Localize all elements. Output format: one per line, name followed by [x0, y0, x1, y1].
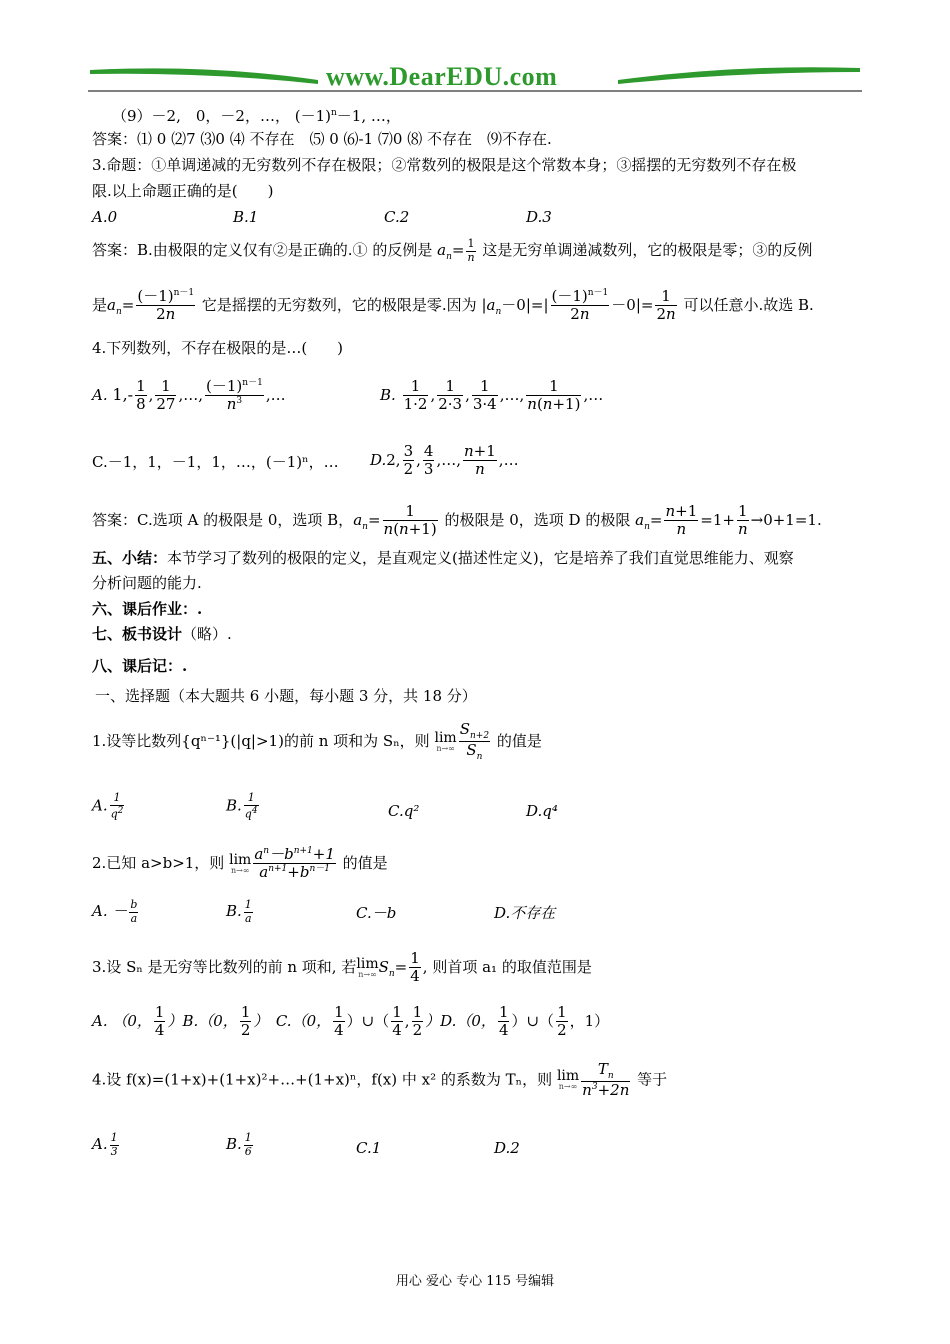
frac-1-4-c2: $\frac{1}{4}$: [392, 1003, 402, 1040]
frac-p2: $\frac{a^n-b^{n+1}+1}{a^{n+1}+b^{n-1}}$: [254, 845, 335, 882]
frac-1-2-d: $\frac{1}{2}$: [557, 1003, 567, 1040]
p3-option-c-union: ）∪（: [346, 1011, 390, 1030]
fraction-neg1-over-2n-b: $\frac{(-1)^{n-1}}{2n}$: [551, 287, 609, 324]
summary-text: 本节学习了数列的极限的定义，是直观定义(描述性定义)，它是培养了我们直觉思维能力、观察: [167, 549, 794, 567]
p3-option-b: ）B.（0，: [167, 1011, 238, 1030]
p4-option-b: B. $\frac{1}{6}$: [226, 1131, 252, 1158]
answer-4-prefix: 答案：C.选项 A 的极限是 0，选项 B，: [92, 510, 354, 529]
frac-1-8: $\frac{1}{8}$: [136, 377, 146, 414]
frac-1-27: $\frac{1}{27}$: [156, 377, 176, 414]
p1-option-d: D.q⁴: [526, 802, 558, 820]
problem-3-tail: , 则首项 a₁ 的取值范围是: [422, 957, 592, 976]
frac-1-4-a: $\frac{1}{4}$: [154, 1003, 165, 1040]
frac-tn: $\frac{T_n}{n^3+2n}$: [582, 1060, 630, 1100]
p3-options: A. （0， $\frac{1}{4}$ ）B.（0， $\frac{1}{2}$ ） C.（0， $\frac{1}{4}$ ）∪（ $\frac{1}{4}$ , $\frac{1}{2}$ ）D.（0， $\frac{1}{4}$ ）∪（ $\frac{1}{2}$ ，1）: [92, 1003, 610, 1040]
answer-3-line2: 是$a_n=$ $\frac{(-1)^{n-1}}{2n}$ 它是摇摆的无穷数列，它的极限是零.因为 $|a_n-0|=|$ $\frac{(-1)^{n-1}}{2n}$ －0|= $\frac{1}{2n}$ 可以任意小.故选 B.: [92, 287, 814, 324]
p1-option-a: A. $\frac{1}{q^2}$: [92, 791, 124, 821]
item-9-text: （9）－2, 0，－2，…，: [112, 107, 290, 125]
problem-3-text: 3.设 Sₙ 是无穷等比数列的前 n 项和, 若: [92, 957, 357, 976]
summary-line1: [92, 548, 794, 568]
header-banner: [88, 60, 862, 96]
fraction-1-over-n: $\frac{1}{n}$: [467, 237, 475, 264]
frac-n1-n: $\frac{n+1}{n}$: [464, 442, 496, 479]
p1-option-b: B. $\frac{1}{q^4}$: [226, 791, 258, 821]
frac-n1-n-ans: $\frac{n+1}{n}$: [665, 502, 698, 539]
q4-option-a: A. 1,- $\frac{1}{8}$ , $\frac{1}{27}$ ,…, $\frac{(-1)^{n-1}}{n^3}$ ,…: [92, 377, 286, 414]
after-class-notes: 八、课后记：.: [92, 657, 188, 675]
problem-1-tail: 的值是: [496, 731, 542, 750]
frac-1-n-ans: $\frac{1}{n}$: [737, 502, 748, 539]
formula-an-2: $a_n=$: [107, 295, 135, 317]
section-choice-heading: 一、选择题（本大题共 6 小题，每小题 3 分，共 18 分）: [95, 687, 477, 705]
answer-4-middle: 的极限是 0，选项 D 的极限: [444, 510, 631, 529]
problem-4-text: 4.设 f(x)=(1+x)+(1+x)²+…+(1+x)ⁿ，f(x) 中 x² 的系数为 Tₙ，则: [92, 1070, 553, 1089]
p2-option-c: C.－b: [356, 904, 397, 922]
frac-1-nn1-ans: $\frac{1}{n(n+1)}$: [383, 502, 437, 539]
answer-3b-suffix: 可以任意小.故选 B.: [683, 295, 814, 314]
formula-an: $a_n=$: [437, 241, 465, 263]
frac-1-12: $\frac{1}{1\cdot 2}$: [403, 377, 428, 414]
frac-b-a: $\frac{b}{a}$: [130, 898, 138, 925]
board-design-tail: （略）.: [182, 625, 232, 643]
answer-3-prefix: 答案：B.由极限的定义仅有②是正确的.① 的反例是: [92, 241, 433, 260]
frac-1-4-c: $\frac{1}{4}$: [334, 1003, 344, 1040]
answer-3-line1: [92, 238, 812, 267]
p4-option-c: C.1: [356, 1139, 382, 1157]
q4-option-d: D.2, $\frac{3}{2}$ , $\frac{4}{3}$ ,…, $\frac{n+1}{n}$ ,…: [370, 442, 519, 479]
problem-2-tail: 的值是: [342, 853, 388, 872]
answer-4-eq: =1+: [700, 510, 735, 529]
q3-option-d: D.3: [526, 208, 552, 226]
problem-1-text: 1.设等比数列{qⁿ⁻¹}(|q|>1)的前 n 项和为 Sₙ，则: [92, 731, 430, 750]
p3-option-d-tail: ，1）: [569, 1011, 610, 1030]
answer-4: 答案：C.选项 A 的极限是 0，选项 B，$a_n=$ $\frac{1}{n(n+1)}$ 的极限是 0，选项 D 的极限 $a_n=$ $\frac{n+1}{n}$ =1+ $\frac{1}{n}$ →0+1=1.: [92, 502, 822, 539]
answer-1: 答案：⑴ 0 ⑵7 ⑶0 ⑷ 不存在 ⑸ 0 ⑹-1 ⑺0 ⑻ 不存在 ⑼不存在.: [92, 130, 552, 148]
p4-option-d: D.2: [494, 1139, 520, 1157]
limit-symbol-1: lim n→∞: [434, 729, 457, 753]
page-footer: 用心 爱心 专心 115 号编辑: [395, 1274, 555, 1289]
board-design: [92, 624, 232, 644]
q3-option-c: C.2: [384, 208, 410, 226]
frac-1-q2: $\frac{1}{q^2}$: [110, 791, 124, 821]
frac-1-4-d: $\frac{1}{4}$: [498, 1003, 509, 1040]
answer-3b-middle: 它是摇摆的无穷数列，它的极限是零.因为: [201, 295, 477, 314]
item-9: [112, 103, 401, 126]
limit-symbol-4: lim n→∞: [556, 1068, 580, 1092]
p3-option-a: A. （0，: [92, 1011, 152, 1030]
question-4: 4.下列数列，不存在极限的是…( ): [92, 339, 344, 357]
item-9-term: $(-1)^n-1$: [294, 107, 362, 125]
problem-2-text: 2.已知 a>b>1，则: [92, 853, 225, 872]
board-design-heading: 七、板书设计: [92, 625, 183, 643]
q3-option-a: A.0: [92, 208, 118, 226]
site-logo-text: www.DearEDU.com: [326, 62, 558, 91]
frac-1-q4: $\frac{1}{q^4}$: [244, 791, 258, 821]
frac-1-nn1: $\frac{1}{n(n+1)}$: [527, 377, 581, 414]
frac-1-4: $\frac{1}{4}$: [410, 949, 420, 986]
problem-4-tail: 等于: [637, 1070, 668, 1089]
abs-expression: $|a_n-0|=|$: [481, 295, 549, 317]
frac-1-34: $\frac{1}{3\cdot 4}$: [472, 377, 497, 414]
p3-option-d-union: ）∪（: [511, 1011, 555, 1030]
p2-option-d: D.不存在: [494, 904, 556, 922]
answer-3-suffix: 这是无穷单调递减数列，它的极限是零；③的反例: [482, 241, 813, 260]
frac-3-2: $\frac{3}{2}$: [403, 442, 414, 479]
problem-2: [92, 846, 388, 882]
frac-sn2-sn: $\frac{S_{n+2}}{S_n}$: [459, 720, 490, 763]
question-3-line1: 3.命题：①单调递减的无穷数列不存在极限；②常数列的极限是这个常数本身；③摇摆的无穷数列不存在极: [92, 156, 797, 174]
p3-option-d: ）D.（0，: [425, 1011, 496, 1030]
frac-1-6: $\frac{1}{6}$: [244, 1131, 252, 1158]
q4-option-b-label: B.: [380, 385, 396, 404]
frac-1-2-b: $\frac{1}{2}$: [240, 1003, 251, 1040]
p1-option-c: C.q²: [388, 802, 420, 820]
summary-line2: 分析问题的能力.: [92, 574, 202, 592]
p2-option-b: B. $\frac{1}{a}$: [226, 898, 252, 925]
p3-option-c: ） C.（0，: [253, 1011, 332, 1030]
q4-option-b: B. $\frac{1}{1\cdot 2}$ , $\frac{1}{2\cdot 3}$ , $\frac{1}{3\cdot 4}$ ,…, $\frac{1}{n(n+1)}$ ,…: [380, 377, 604, 414]
homework-heading: 六、课后作业：.: [92, 600, 203, 618]
summary-heading: 五、小结：: [92, 549, 168, 567]
answer-4-suffix: →0+1=1.: [750, 510, 822, 529]
problem-1: [92, 721, 542, 763]
q4-option-c: C.－1，1，－1，1，…，(－1)ⁿ，…: [92, 453, 339, 471]
frac-1-2-c2: $\frac{1}{2}$: [412, 1003, 423, 1040]
frac-4-3: $\frac{4}{3}$: [423, 442, 434, 479]
frac-1-3: $\frac{1}{3}$: [110, 1131, 118, 1158]
fraction-1-over-2n: $\frac{1}{2n}$: [656, 287, 676, 324]
frac-1-23: $\frac{1}{2\cdot 3}$: [438, 377, 463, 414]
limit-symbol-2: lim n→∞: [229, 851, 252, 875]
problem-3: 3.设 Sₙ 是无穷等比数列的前 n 项和, 若 lim n→∞ $S_n=$ $\frac{1}{4}$ , 则首项 a₁ 的取值范围是: [92, 949, 592, 986]
item-9-tail: , …，: [361, 107, 401, 125]
question-3-line2: 限.以上命题正确的是( ): [92, 182, 274, 200]
answer-3b-prefix: 是: [92, 295, 108, 314]
q3-option-b: B.1: [233, 208, 259, 226]
p4-option-a: A. $\frac{1}{3}$: [92, 1131, 118, 1158]
q4-option-a-label: A.: [92, 385, 108, 404]
problem-4: [92, 1061, 667, 1100]
limit-symbol-3: lim n→∞: [356, 955, 379, 979]
frac-neg1-n3: $\frac{(-1)^{n-1}}{n^3}$: [206, 377, 263, 414]
fraction-neg1-over-2n: $\frac{(-1)^{n-1}}{2n}$: [137, 287, 195, 324]
p2-option-a: A. － $\frac{b}{a}$: [92, 898, 138, 925]
q4-option-d-label: D.: [370, 450, 387, 469]
frac-1-a: $\frac{1}{a}$: [244, 898, 252, 925]
